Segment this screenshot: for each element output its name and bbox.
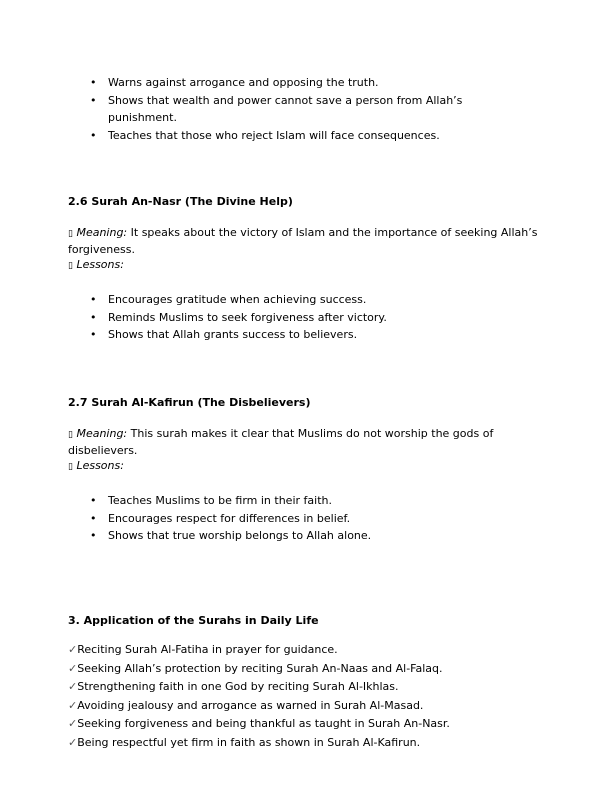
marker-icon: ▯: [68, 462, 73, 472]
check-item: ✓Avoiding jealousy and arrogance as warned in Surah Al-Masad.: [68, 698, 424, 712]
check-icon: ✓: [68, 698, 78, 712]
lessons-label-line: [68, 458, 548, 475]
list-item: • Reminds Muslims to seek forgiveness after victory.: [68, 309, 548, 327]
check-icon: ✓: [68, 643, 78, 656]
meaning-text: It speaks about the victory of Islam and the importance of seeking Allah’s forgiveness.: [68, 226, 538, 256]
check-item: ✓Strengthening faith in one God by reciting Surah Al-Ikhlas.: [68, 680, 399, 694]
list-item: • Shows that true worship belongs to Allah alone.: [68, 527, 548, 545]
lessons-label: Lessons:: [76, 258, 124, 271]
top-bullet-list: [68, 74, 548, 144]
list-item: • Teaches Muslims to be firm in their faith.: [68, 492, 548, 510]
check-icon: ✓: [68, 735, 78, 749]
check-icon: ✓: [68, 661, 78, 675]
check-item: ✓Being respectful yet firm in faith as shown in Surah Al-Kafirun.: [68, 735, 421, 749]
check-icon: ✓: [68, 680, 78, 694]
check-item: ✓Seeking Allah’s protection by reciting Surah An-Naas and Al-Falaq.: [68, 661, 443, 675]
meaning-label: Meaning:: [76, 226, 128, 239]
lessons-label-line: [68, 257, 548, 274]
check-item: ✓Seeking forgiveness and being thankful as taught in Surah An-Nasr.: [68, 717, 450, 731]
section-heading: 2.6 Surah An-Nasr (The Divine Help): [68, 195, 293, 208]
meaning-paragraph: [68, 426, 548, 459]
section-heading: 2.7 Surah Al-Kafirun (The Disbelievers): [68, 396, 311, 409]
list-item: • Shows that wealth and power cannot save a person from Allah’s punishment.: [68, 92, 548, 127]
list-item: • Shows that Allah grants success to believers.: [68, 326, 548, 344]
section-heading: 3. Application of the Surahs in Daily Life: [68, 614, 319, 627]
meaning-text: This surah makes it clear that Muslims do not worship the gods of disbelievers.: [68, 427, 494, 457]
list-item: • Encourages gratitude when achieving success.: [68, 291, 548, 309]
lessons-list: [68, 492, 548, 545]
lessons-label: Lessons:: [76, 459, 124, 472]
check-icon: ✓: [68, 717, 78, 731]
marker-icon: ▯: [68, 229, 73, 239]
marker-icon: ▯: [68, 261, 73, 271]
lessons-list: [68, 291, 548, 344]
application-list: [68, 641, 548, 753]
list-item: • Warns against arrogance and opposing the truth.: [68, 74, 548, 92]
meaning-label: Meaning:: [76, 427, 128, 440]
meaning-paragraph: [68, 225, 548, 258]
marker-icon: ▯: [68, 430, 73, 440]
list-item: • Teaches that those who reject Islam will face consequences.: [68, 127, 548, 145]
list-item: • Encourages respect for differences in belief.: [68, 510, 548, 528]
check-item: ✓Reciting Surah Al-Fatiha in prayer for guidance.: [68, 643, 338, 656]
